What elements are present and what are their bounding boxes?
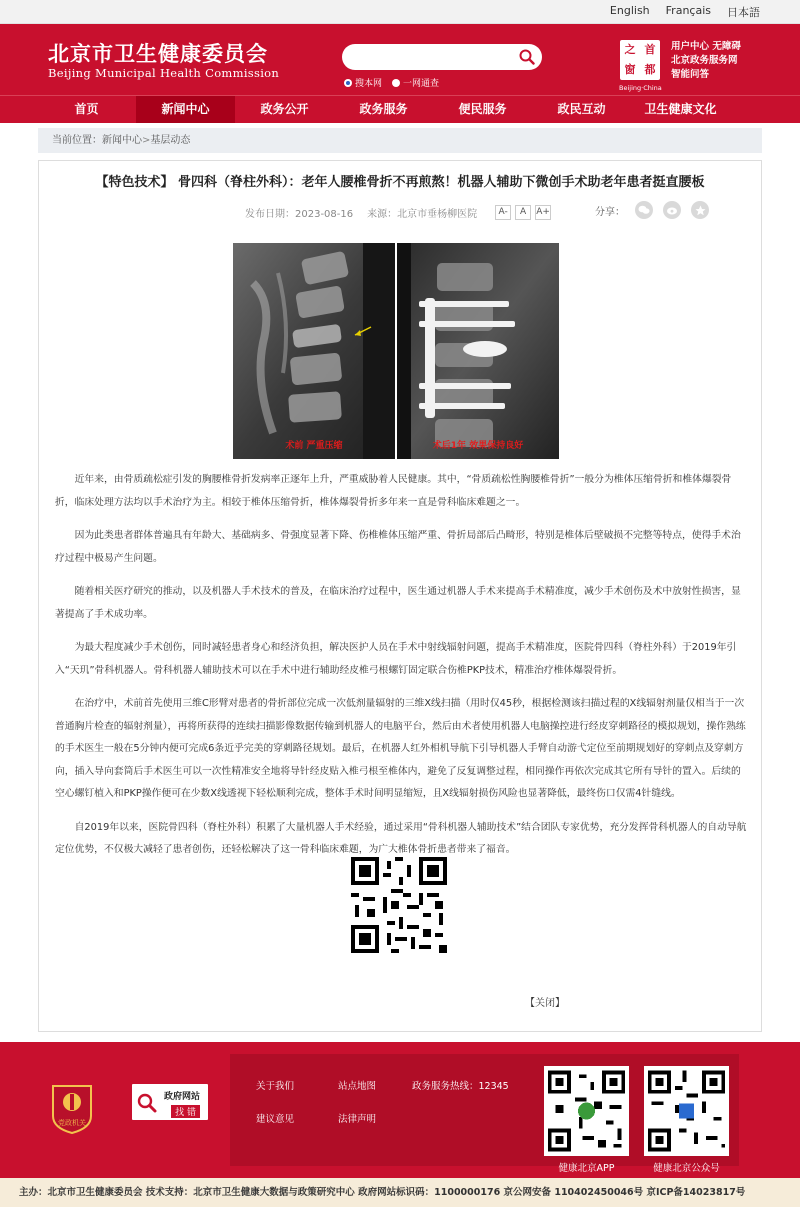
magnifier-icon — [136, 1092, 158, 1114]
nav-news-center[interactable]: 新闻中心 — [136, 96, 235, 123]
party-gov-badge-icon[interactable] — [51, 1082, 93, 1134]
footer-links-panel — [230, 1054, 739, 1174]
site-title-cn[interactable]: 北京市卫生健康委员会 — [48, 41, 268, 66]
xray-postop-image — [397, 243, 559, 459]
capital-char: 之 — [624, 43, 636, 56]
main-nav — [0, 95, 800, 123]
site-footer — [0, 1042, 800, 1178]
scope-all-radio[interactable] — [392, 76, 439, 89]
wechat-icon — [638, 205, 650, 215]
scope-site-radio[interactable] — [344, 76, 382, 89]
article-source: 来源：北京市垂杨柳医院 — [367, 209, 478, 220]
accessibility-link[interactable]: 无障碍 — [712, 41, 741, 52]
gov-service-link[interactable]: 北京政务服务网 — [671, 55, 738, 66]
user-center-link[interactable]: 用户中心 — [671, 41, 710, 52]
wechat-share-button[interactable] — [635, 201, 653, 219]
scope-site-label: 搜本网 — [355, 79, 383, 89]
article-meta — [245, 205, 551, 220]
nav-gov-service[interactable]: 政务服务 — [359, 102, 408, 116]
font-larger-button[interactable]: A+ — [535, 205, 551, 220]
service-hotline: 政务服务热线：12345 — [412, 1081, 509, 1092]
radio-checked-icon — [344, 79, 352, 87]
language-bar — [0, 0, 800, 24]
site-map-link[interactable]: 站点地图 — [338, 1081, 377, 1092]
star-icon — [695, 205, 706, 216]
nav-gov-disclosure[interactable]: 政务公开 — [260, 102, 309, 116]
xray-postop-caption: 术后1年 效果保持良好 — [432, 441, 524, 451]
wechat-qr-code — [644, 1066, 729, 1174]
article-title: 【特色技术】 骨四科（脊柱外科）：老年人腰椎骨折不再煎熬！机器人辅助下微创手术助老年患者挺直腰板 — [95, 175, 705, 190]
feedback-link[interactable]: 建议意见 — [256, 1114, 295, 1125]
search-scope — [344, 76, 439, 89]
article-paragraph: 为最大程度减少手术创伤，同时减轻患者身心和经济负担，解决医护人员在手术中射线辐射问题，提高手术精准度，医院骨四科（脊柱外科）于2019年引入“天玑”骨科机器人。骨科机器人辅助技术可以在手术中进行辅助经皮椎弓根螺钉固定联合伤椎PKP技术，精准治疗椎体爆裂骨折。 — [55, 642, 737, 676]
article-paragraph: 在治疗中，术前首先使用三维C形臂对患者的骨折部位完成一次低剂量辐射的三维X线扫描（用时仅45秒，根据检测该扫描过程的X线辐射剂量仅相当于一次普通胸片检查的辐射剂量），再将所获得的连续扫描影像数据传输到机器人的电脑平台，然后由术者使用机器人电脑操控进行经皮穿刺路径的模拟规划，操作熟练的手术医生一般在5分钟内便可完成6条近乎完美的穿刺路径规划。最后，在机器人红外相机导航下引导机器人手臂自动游弋定位至前期规划好的穿刺点及穿刺方向，插入导向套筒后手术医生可以一次性精准安全地将导针经皮贴入椎弓根至椎体内，避免了反复调整过程，相同操作再依次完成其它所有导针的置入。后续的空心螺钉植入和PKP操作便可在少数X线透视下轻松顺利完成，整体手术时间明显缩短，且X线辐射损伤风险也显著降低，最终伤口仅需4针缝线。 — [55, 698, 746, 799]
scope-all-label: 一网通查 — [403, 79, 440, 89]
header-quick-links — [671, 40, 741, 82]
article-paragraph: 因为此类患者群体普遍具有年龄大、基础病多、骨强度显著下降、伤椎椎体压缩严重、骨折局部后凸畸形，特别是椎体后壁破损不完整等特点，使得手术治疗过程中极易产生问题。 — [55, 530, 741, 564]
nav-public-service[interactable]: 便民服务 — [458, 102, 507, 116]
lang-japanese-link[interactable]: 日本語 — [727, 6, 760, 19]
xray-figure — [233, 243, 559, 459]
xray-preop-image — [233, 243, 395, 459]
favorite-share-button[interactable] — [691, 201, 709, 219]
publish-date: 发布日期：2023-08-16 — [245, 209, 354, 220]
weibo-icon — [666, 205, 678, 215]
footer-copyright-bar: 主办：北京市卫生健康委员会 技术支持：北京市卫生健康大数据与政策研究中心 政府网站标识码：1100000176 京公网安备 110402450046号 京ICP备14023817号 — [0, 1178, 800, 1207]
article-paragraph: 近年来，由骨质疏松症引发的胸腰椎骨折发病率正逐年上升，严重威胁着人民健康。其中，“骨质疏松性胸腰椎骨折”一般分为椎体压缩骨折和椎体爆裂骨折，临床处理方法均以手术治疗为主。相较于椎体压缩骨折，椎体爆裂骨折多年来一直是骨科临床难题之一。 — [55, 474, 732, 508]
breadcrumb-grassroots[interactable]: 基层动态 — [150, 135, 191, 146]
weibo-share-button[interactable] — [663, 201, 681, 219]
site-header — [0, 24, 800, 95]
breadcrumb-label: 当前位置： — [52, 135, 102, 146]
article-body — [55, 469, 749, 873]
badge-text: 党政机关 — [58, 1119, 86, 1127]
nav-home[interactable]: 首页 — [74, 102, 99, 116]
lang-french-link[interactable]: Français — [665, 4, 711, 17]
about-us-link[interactable]: 关于我们 — [256, 1081, 295, 1092]
search-icon — [519, 49, 535, 65]
wechat-qr-label: 健康北京公众号 — [653, 1163, 720, 1174]
breadcrumb-separator: > — [142, 135, 151, 146]
zhaocuo-line2: 找 错 — [171, 1105, 200, 1118]
footer-links — [256, 1078, 572, 1125]
close-article-link[interactable]: 【关闭】 — [525, 998, 565, 1009]
app-qr-graphic — [544, 1066, 629, 1156]
smart-qa-link[interactable]: 智能问答 — [671, 69, 710, 80]
article-paragraph: 自2019年以来，医院骨四科（脊柱外科）积累了大量机器人手术经验，通过采用“骨科机器人辅助技术”结合团队专家优势，充分发挥骨科机器人的自动导航定位优势，不仅极大减轻了患者创伤，还轻松解决了这一骨科临床难题，为广大椎体骨折患者带来了福音。 — [55, 821, 747, 855]
breadcrumb-news-center[interactable]: 新闻中心 — [102, 135, 142, 146]
search-button[interactable] — [512, 44, 542, 70]
search-box — [342, 44, 542, 70]
app-qr-label: 健康北京APP — [558, 1163, 615, 1174]
site-title-en[interactable]: Beijing Municipal Health Commission — [48, 66, 280, 80]
language-links — [610, 4, 760, 20]
breadcrumb — [38, 128, 762, 153]
xray-preop-caption: 术前 严重压缩 — [285, 441, 343, 451]
font-smaller-button[interactable]: A- — [495, 205, 511, 220]
capital-char: 首 — [644, 43, 656, 56]
capital-char: 都 — [644, 63, 656, 76]
capital-char: 窗 — [624, 63, 636, 76]
site-error-report-button[interactable] — [130, 1082, 210, 1122]
font-size-controls — [495, 205, 551, 220]
article-qr-code — [351, 857, 447, 953]
share-label: 分享： — [595, 206, 625, 218]
font-normal-button[interactable]: A — [515, 205, 531, 220]
radio-unchecked-icon — [392, 79, 400, 87]
legal-notice-link[interactable]: 法律声明 — [338, 1114, 377, 1125]
share-bar — [595, 201, 709, 219]
app-qr-code — [544, 1066, 629, 1174]
spine-xray-postop-graphic — [397, 243, 559, 459]
nav-interaction[interactable]: 政民互动 — [557, 102, 606, 116]
search-input[interactable] — [342, 44, 512, 70]
capital-window-logo[interactable] — [620, 40, 660, 80]
zhaocuo-line1: 政府网站 — [163, 1092, 200, 1102]
spine-xray-preop-graphic — [233, 243, 395, 459]
nav-health-culture[interactable]: 卫生健康文化 — [644, 102, 717, 116]
article-panel — [38, 160, 762, 1032]
capital-logo-subtitle: Beijing·China — [619, 84, 662, 92]
lang-english-link[interactable]: English — [609, 4, 650, 17]
wechat-qr-graphic — [644, 1066, 729, 1156]
article-paragraph: 随着相关医疗研究的推动，以及机器人手术技术的普及，在临床治疗过程中，医生通过机器人手术来提高手术精准度，减少手术创伤及术中放射性损害，显著提高了手术成功率。 — [55, 586, 741, 620]
